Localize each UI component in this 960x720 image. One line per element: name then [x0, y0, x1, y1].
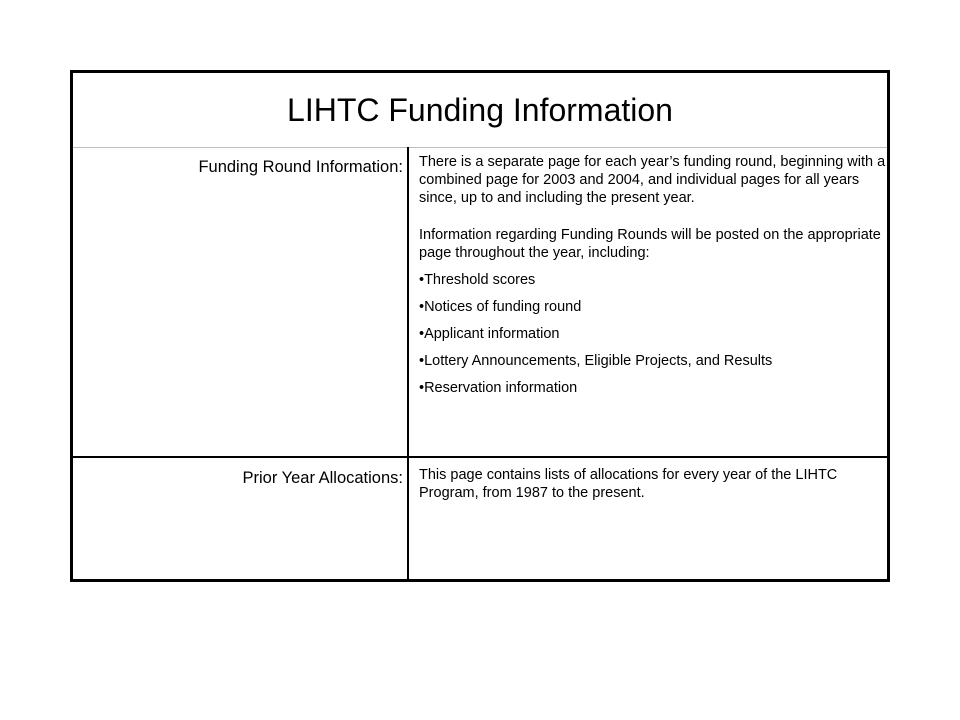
paragraph: Information regarding Funding Rounds will be posted on the appropriate page throughout the year, including:: [419, 227, 881, 261]
title-row: [73, 73, 887, 148]
bullet-item: •Reservation information: [419, 380, 578, 396]
row-content-prior-year: [419, 466, 889, 502]
row-content-funding-round: [419, 153, 889, 397]
column-divider: [407, 147, 409, 579]
bullet-item: •Applicant information: [419, 326, 560, 342]
paragraph: This page contains lists of allocations for every year of the LIHTC Program, from 1987 to the present.: [419, 467, 838, 501]
row-divider: [73, 456, 887, 458]
row-label-prior-year: Prior Year Allocations:: [242, 469, 403, 487]
row-label-funding-round: Funding Round Information:: [198, 158, 403, 176]
slide-title: LIHTC Funding Information: [287, 92, 673, 128]
info-table: [70, 70, 890, 582]
bullet-item: •Threshold scores: [419, 272, 536, 288]
bullet-item: •Lottery Announcements, Eligible Projects, and Results: [419, 353, 773, 369]
paragraph: There is a separate page for each year’s funding round, beginning with a combined page for 2003 and 2004, and individual pages for all years since, up to and including the present year.: [419, 154, 886, 206]
bullet-item: •Notices of funding round: [419, 299, 582, 315]
